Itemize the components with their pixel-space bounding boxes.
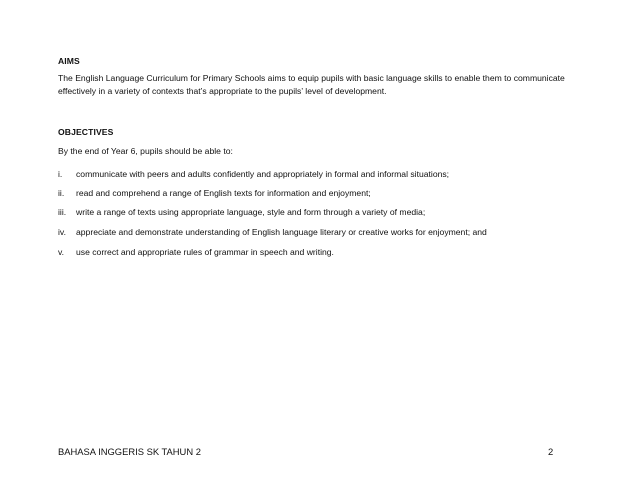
aims-heading: AIMS bbox=[58, 56, 80, 66]
objective-text: read and comprehend a range of English texts for information and enjoyment; bbox=[76, 188, 371, 198]
page-number: 2 bbox=[548, 446, 554, 457]
objectives-heading: OBJECTIVES bbox=[58, 127, 114, 137]
aims-paragraph: The English Language Curriculum for Primary Schools aims to equip pupils with basic language skills to enable them to communicate effectively in a variety of contexts that’s appropriate to the pupils’ level of development. bbox=[58, 73, 565, 96]
objective-number: iii. bbox=[58, 207, 67, 217]
objective-number: i. bbox=[58, 169, 63, 179]
objective-item bbox=[58, 206, 598, 218]
objective-text: use correct and appropriate rules of grammar in speech and writing. bbox=[76, 247, 334, 257]
objective-item bbox=[58, 246, 598, 258]
footer-title: BAHASA INGGERIS SK TAHUN 2 bbox=[58, 446, 201, 457]
objective-number: ii. bbox=[58, 188, 65, 198]
objective-item bbox=[58, 168, 598, 180]
objective-text: communicate with peers and adults confidently and appropriately in formal and informal situations; bbox=[76, 169, 450, 179]
objective-number: v. bbox=[58, 247, 65, 257]
objective-text: appreciate and demonstrate understanding of English language literary or creative works for enjoyment; and bbox=[76, 227, 487, 237]
objectives-intro: By the end of Year 6, pupils should be able to: bbox=[58, 146, 233, 156]
objective-item bbox=[58, 187, 598, 199]
objective-item bbox=[58, 226, 598, 238]
objective-number: iv. bbox=[58, 227, 66, 237]
objective-text: write a range of texts using appropriate language, style and form through a variety of media; bbox=[76, 207, 426, 217]
